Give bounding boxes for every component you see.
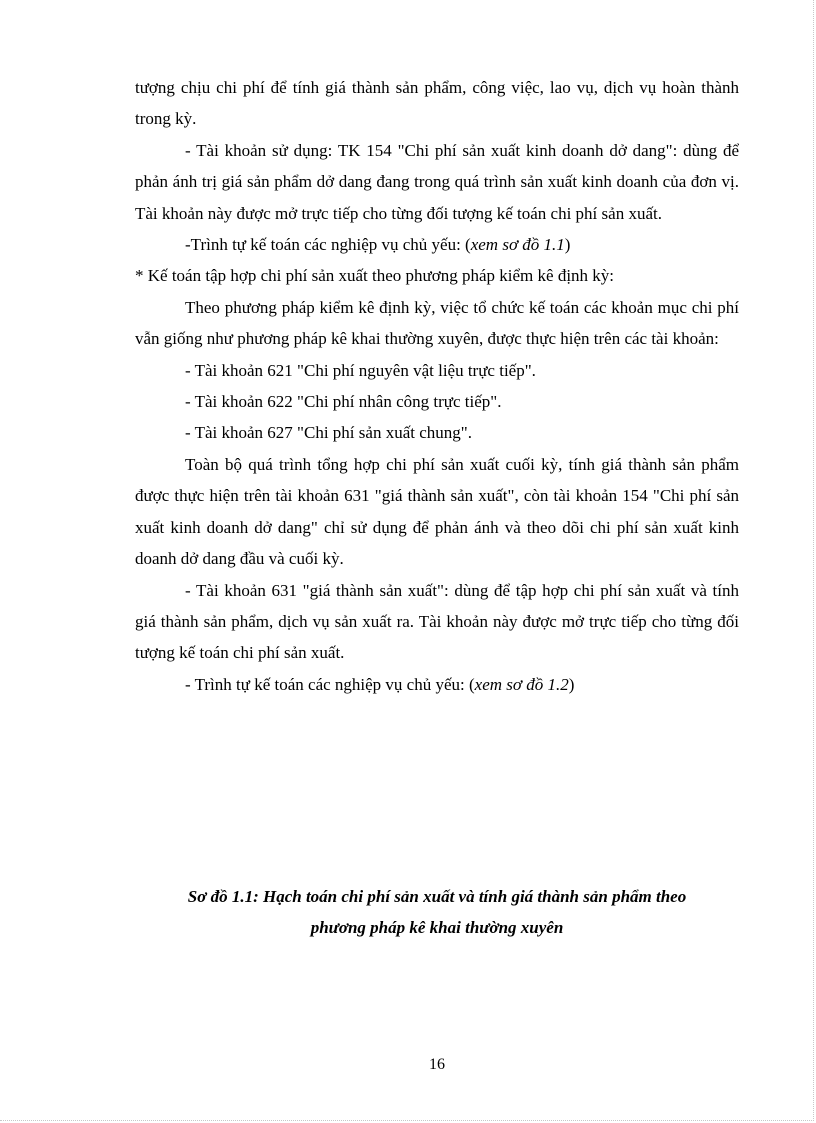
section-heading-periodic: * Kế toán tập hợp chi phí sản xuất theo phương pháp kiểm kê định kỳ:: [135, 266, 615, 286]
paragraph-summary-631: Toàn bộ quá trình tổng hợp chi phí sản xuất cuối kỳ, tính giá thành sản phẩm được thực hiện trên tài khoản 631 "giá thành sản xuất", còn tài khoản 154 "Chi phí sản xuất kinh doanh dở dang" chỉ sử dụng để phản ánh và theo dõi chi phí sản xuất kinh doanh dở dang đầu và cuối kỳ.: [135, 454, 739, 569]
diagram-ref-1-1: xem sơ đồ 1.1: [470, 235, 565, 255]
sequence-1-close: ): [564, 235, 571, 255]
diagram-caption: [135, 881, 739, 943]
body-text: [135, 72, 739, 700]
list-item-622: - Tài khoản 622 "Chi phí nhân công trực tiếp".: [185, 392, 502, 412]
caption-line-1: Sơ đồ 1.1: Hạch toán chi phí sản xuất và tính giá thành sản phẩm theo: [187, 887, 687, 906]
paragraph-account-631: - Tài khoản 631 "giá thành sản xuất": dùng để tập hợp chi phí sản xuất và tính giá thành sản phẩm, dịch vụ sản xuất ra. Tài khoản này được mở trực tiếp cho từng đối tượng kế toán chi phí sản xuất.: [135, 580, 739, 663]
sequence-1-text: -Trình tự kế toán các nghiệp vụ chủ yếu: (: [185, 235, 471, 255]
caption-line-2: phương pháp kê khai thường xuyên: [310, 918, 564, 937]
paragraph-sequence-1: [135, 229, 739, 260]
paragraph-periodic-method: Theo phương pháp kiểm kê định kỳ, việc tổ chức kế toán các khoản mục chi phí vẫn giống như phương pháp kê khai thường xuyên, được thực hiện trên các tài khoản:: [135, 297, 739, 349]
sequence-2-close: ): [568, 674, 575, 694]
sequence-2-text: - Trình tự kế toán các nghiệp vụ chủ yếu: (: [185, 674, 475, 694]
list-item-627: - Tài khoản 627 "Chi phí sản xuất chung".: [185, 423, 472, 443]
paragraph-sequence-2: [135, 669, 739, 700]
diagram-ref-1-2: xem sơ đồ 1.2: [474, 674, 569, 694]
page-number: 16: [429, 1056, 445, 1073]
paragraph-continuation: tượng chịu chi phí để tính giá thành sản phẩm, công việc, lao vụ, dịch vụ hoàn thành trong kỳ.: [135, 78, 739, 129]
paragraph-account-154: - Tài khoản sử dụng: TK 154 "Chi phí sản xuất kinh doanh dở dang": dùng để phản ánh trị giá sản phẩm dở dang đang trong quá trình sản xuất kinh doanh của đơn vị. Tài khoản này được mở trực tiếp cho từng đối tượng kế toán chi phí sản xuất.: [135, 140, 739, 223]
list-item-621: - Tài khoản 621 "Chi phí nguyên vật liệu trực tiếp".: [185, 360, 536, 380]
